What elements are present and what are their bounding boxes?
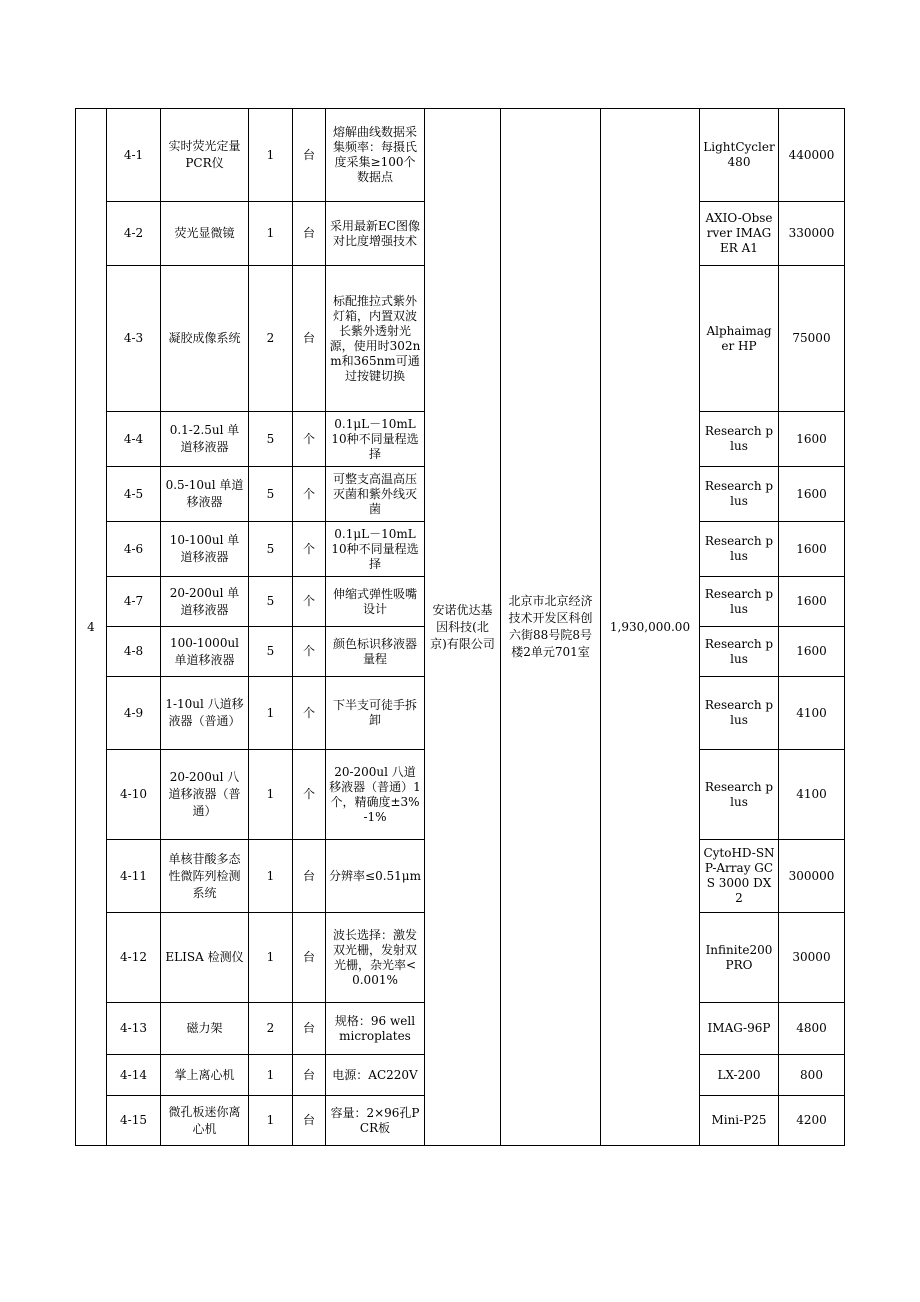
- item-unit-cell: 个: [293, 577, 326, 627]
- item-id-cell: 4-12: [107, 913, 161, 1003]
- item-qty-cell: 5: [249, 627, 293, 677]
- item-qty-cell: 1: [249, 840, 293, 913]
- item-qty-cell: 5: [249, 522, 293, 577]
- item-spec-cell: 容量：2×96孔PCR板: [326, 1096, 425, 1146]
- item-name-cell: 1-10ul 八道移液器（普通）: [161, 677, 249, 750]
- item-model-cell: Research plus: [700, 627, 779, 677]
- item-unit-cell: 台: [293, 109, 326, 202]
- item-price-cell: 1600: [779, 412, 845, 467]
- item-model-cell: Research plus: [700, 677, 779, 750]
- item-spec-cell: 采用最新EC图像对比度增强技术: [326, 202, 425, 266]
- item-unit-cell: 个: [293, 467, 326, 522]
- item-id-cell: 4-8: [107, 627, 161, 677]
- item-spec-cell: 下半支可徒手拆卸: [326, 677, 425, 750]
- item-price-cell: 1600: [779, 467, 845, 522]
- item-spec-cell: 波长选择：激发双光栅，发射双光栅，杂光率<0.001%: [326, 913, 425, 1003]
- item-id-cell: 4-11: [107, 840, 161, 913]
- item-id-cell: 4-3: [107, 266, 161, 412]
- item-qty-cell: 1: [249, 677, 293, 750]
- item-unit-cell: 台: [293, 913, 326, 1003]
- item-name-cell: 单核苷酸多态性微阵列检测系统: [161, 840, 249, 913]
- item-name-cell: 10-100ul 单道移液器: [161, 522, 249, 577]
- item-qty-cell: 1: [249, 750, 293, 840]
- item-spec-cell: 标配推拉式紫外灯箱，内置双波长紫外透射光源，使用时302nm和365nm可通过按键切换: [326, 266, 425, 412]
- item-model-cell: IMAG-96P: [700, 1003, 779, 1055]
- item-unit-cell: 台: [293, 1055, 326, 1096]
- item-name-cell: 20-200ul 八道移液器（普通）: [161, 750, 249, 840]
- item-model-cell: Alphaimager HP: [700, 266, 779, 412]
- item-spec-cell: 颜色标识移液器量程: [326, 627, 425, 677]
- item-spec-cell: 熔解曲线数据采集频率：每摄氏度采集≥100个数据点: [326, 109, 425, 202]
- item-model-cell: Research plus: [700, 522, 779, 577]
- item-id-cell: 4-15: [107, 1096, 161, 1146]
- item-qty-cell: 5: [249, 412, 293, 467]
- item-unit-cell: 个: [293, 627, 326, 677]
- item-price-cell: 4800: [779, 1003, 845, 1055]
- item-name-cell: 0.5-10ul 单道移液器: [161, 467, 249, 522]
- item-name-cell: 凝胶成像系统: [161, 266, 249, 412]
- item-spec-cell: 可整支高温高压灭菌和紫外线灭菌: [326, 467, 425, 522]
- item-spec-cell: 电源：AC220V: [326, 1055, 425, 1096]
- item-id-cell: 4-13: [107, 1003, 161, 1055]
- item-spec-cell: 20-200ul 八道移液器（普通）1个，精确度±3%-1%: [326, 750, 425, 840]
- item-price-cell: 800: [779, 1055, 845, 1096]
- item-price-cell: 1600: [779, 522, 845, 577]
- item-qty-cell: 1: [249, 1096, 293, 1146]
- item-qty-cell: 2: [249, 1003, 293, 1055]
- item-price-cell: 1600: [779, 627, 845, 677]
- item-price-cell: 300000: [779, 840, 845, 913]
- item-price-cell: 330000: [779, 202, 845, 266]
- item-name-cell: 掌上离心机: [161, 1055, 249, 1096]
- item-unit-cell: 个: [293, 750, 326, 840]
- supplier-cell: 安诺优达基因科技(北京)有限公司: [425, 109, 501, 1146]
- item-spec-cell: 0.1μL－10mL 10种不同量程选择: [326, 412, 425, 467]
- table-row: [76, 109, 845, 202]
- total-amount-cell: 1,930,000.00: [601, 109, 700, 1146]
- item-model-cell: AXIO-Observer IMAGER A1: [700, 202, 779, 266]
- item-name-cell: 100-1000ul 单道移液器: [161, 627, 249, 677]
- item-name-cell: 微孔板迷你离心机: [161, 1096, 249, 1146]
- item-qty-cell: 1: [249, 1055, 293, 1096]
- item-id-cell: 4-6: [107, 522, 161, 577]
- item-unit-cell: 台: [293, 202, 326, 266]
- item-name-cell: 20-200ul 单道移液器: [161, 577, 249, 627]
- item-price-cell: 1600: [779, 577, 845, 627]
- item-name-cell: 0.1-2.5ul 单道移液器: [161, 412, 249, 467]
- item-price-cell: 440000: [779, 109, 845, 202]
- item-id-cell: 4-9: [107, 677, 161, 750]
- item-price-cell: 75000: [779, 266, 845, 412]
- item-model-cell: LX-200: [700, 1055, 779, 1096]
- item-model-cell: Research plus: [700, 750, 779, 840]
- item-spec-cell: 分辨率≤0.51μm: [326, 840, 425, 913]
- item-id-cell: 4-2: [107, 202, 161, 266]
- item-id-cell: 4-14: [107, 1055, 161, 1096]
- item-spec-cell: 规格：96 well microplates: [326, 1003, 425, 1055]
- item-qty-cell: 2: [249, 266, 293, 412]
- item-model-cell: CytoHD-SNP-Array GCS 3000 DX2: [700, 840, 779, 913]
- item-qty-cell: 1: [249, 202, 293, 266]
- group-number-cell: 4: [76, 109, 107, 1146]
- item-price-cell: 30000: [779, 913, 845, 1003]
- item-unit-cell: 台: [293, 1003, 326, 1055]
- item-model-cell: Mini-P25: [700, 1096, 779, 1146]
- item-name-cell: 荧光显微镜: [161, 202, 249, 266]
- item-unit-cell: 个: [293, 412, 326, 467]
- item-id-cell: 4-4: [107, 412, 161, 467]
- item-id-cell: 4-10: [107, 750, 161, 840]
- item-price-cell: 4100: [779, 677, 845, 750]
- item-name-cell: 磁力架: [161, 1003, 249, 1055]
- item-model-cell: Research plus: [700, 412, 779, 467]
- item-unit-cell: 个: [293, 677, 326, 750]
- item-model-cell: Research plus: [700, 577, 779, 627]
- item-qty-cell: 5: [249, 577, 293, 627]
- item-price-cell: 4100: [779, 750, 845, 840]
- item-id-cell: 4-7: [107, 577, 161, 627]
- item-unit-cell: 台: [293, 1096, 326, 1146]
- item-model-cell: LightCycler480: [700, 109, 779, 202]
- item-qty-cell: 5: [249, 467, 293, 522]
- item-spec-cell: 0.1μL－10mL 10种不同量程选择: [326, 522, 425, 577]
- item-name-cell: ELISA 检测仪: [161, 913, 249, 1003]
- item-qty-cell: 1: [249, 913, 293, 1003]
- item-model-cell: Research plus: [700, 467, 779, 522]
- item-model-cell: Infinite200 PRO: [700, 913, 779, 1003]
- item-id-cell: 4-1: [107, 109, 161, 202]
- item-unit-cell: 台: [293, 266, 326, 412]
- item-unit-cell: 个: [293, 522, 326, 577]
- item-name-cell: 实时荧光定量PCR仪: [161, 109, 249, 202]
- item-qty-cell: 1: [249, 109, 293, 202]
- address-cell: 北京市北京经济技术开发区科创六街88号院8号楼2单元701室: [501, 109, 601, 1146]
- item-spec-cell: 伸缩式弹性吸嘴设计: [326, 577, 425, 627]
- procurement-table: [75, 108, 845, 1146]
- item-id-cell: 4-5: [107, 467, 161, 522]
- item-price-cell: 4200: [779, 1096, 845, 1146]
- item-unit-cell: 台: [293, 840, 326, 913]
